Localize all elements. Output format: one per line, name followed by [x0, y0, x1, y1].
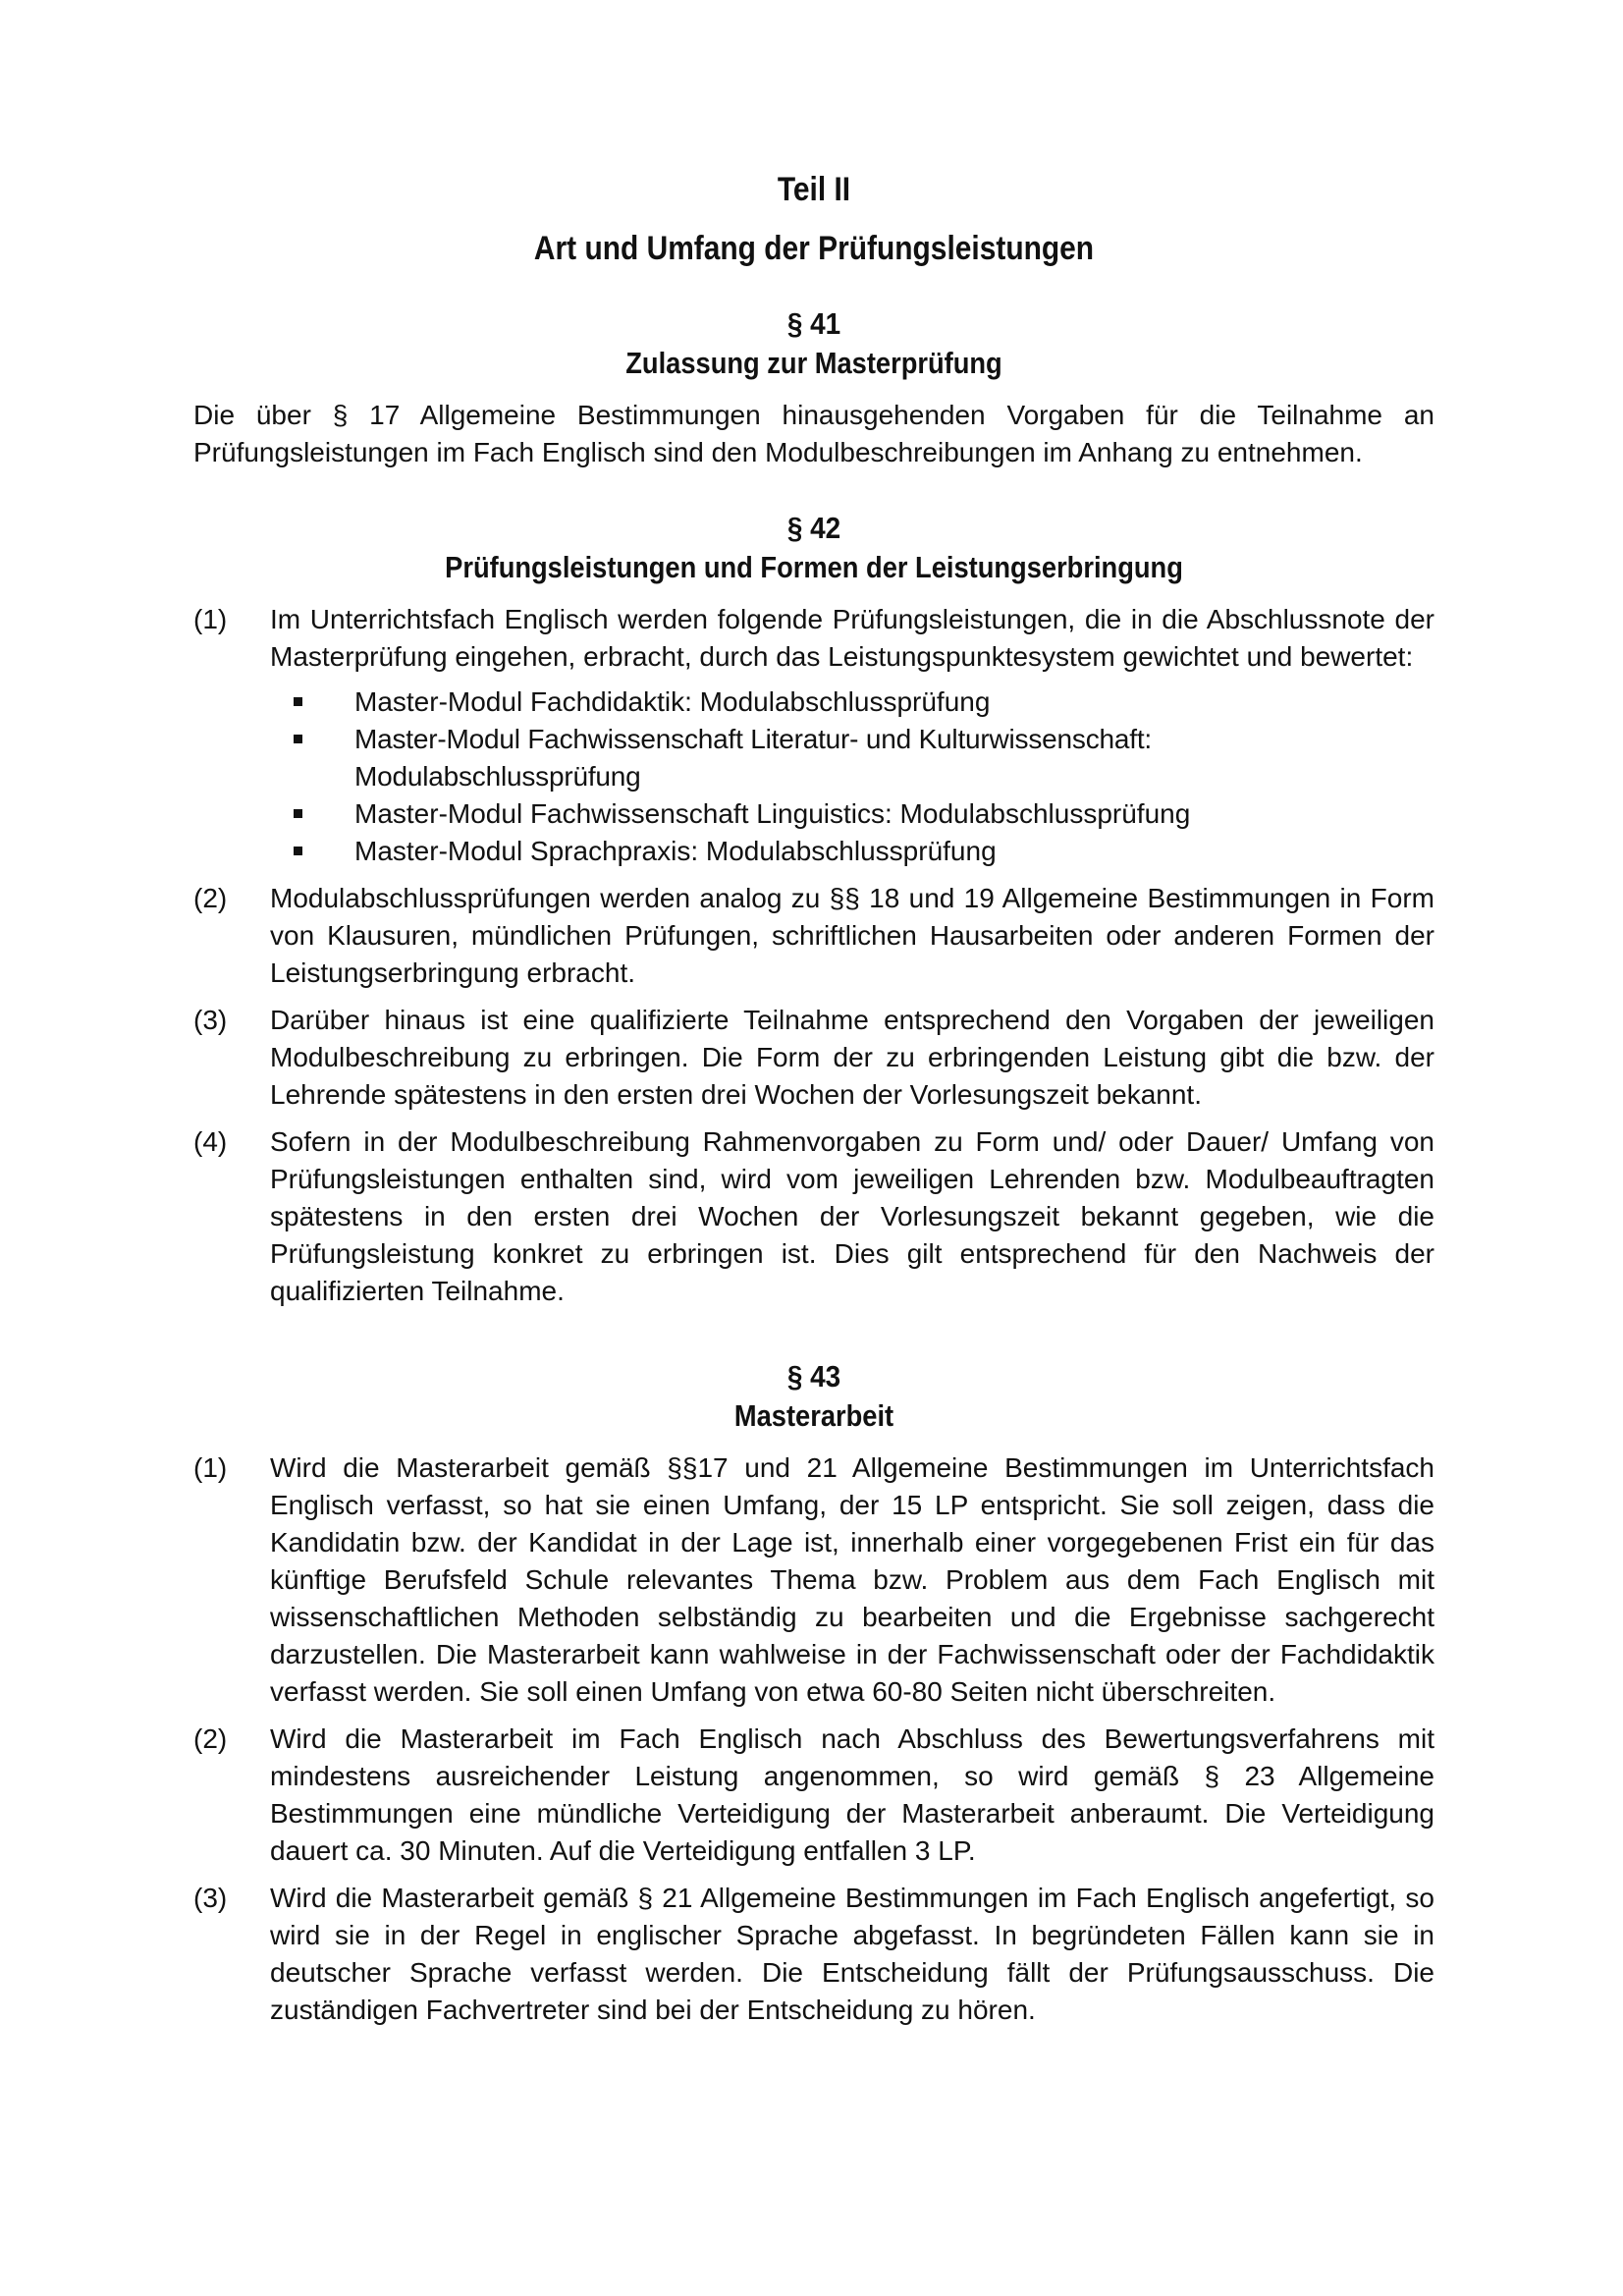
paragraph-number: (3) — [193, 1883, 228, 1913]
list-item-text: Master-Modul Fachwissenschaft Linguistics: Modulabschlussprüfung — [354, 798, 1191, 829]
paragraph-text: Wird die Masterarbeit gemäß §§17 und 21 Allgemeine Bestimmungen im Unterrichtsfach Englisch verfasst, so hat sie einen Umfang, der 15 LP entspricht. Sie soll zeigen, dass die Kandidatin bzw. der Kandidat in der Lage ist, innerhalb einer vorgegebenen Frist ein für das künftige Berufsfeld Schule relevantes Thema bzw. Problem aus dem Fach Englisch mit wissenschaftlichen Methoden selbständig zu bearbeiten und die Ergebnisse sachgerecht darzustellen. Die Masterarbeit kann wahlweise in der Fachwissenschaft oder der Fachdidaktik verfasst werden. Sie soll einen Umfang von etwa 60-80 Seiten nicht überschreiten. — [270, 1452, 1434, 1707]
list-item-text: Master-Modul Sprachpraxis: Modulabschlussprüfung — [354, 836, 997, 866]
list-item — [294, 833, 1434, 870]
paragraph — [193, 1002, 1434, 1114]
section-title: Zulassung zur Masterprüfung — [625, 346, 1002, 380]
paragraph — [193, 1880, 1434, 2029]
section-41 — [193, 304, 1434, 471]
paragraph — [193, 880, 1434, 992]
paragraph — [193, 1123, 1434, 1310]
paragraph-text: Wird die Masterarbeit im Fach Englisch nach Abschluss des Bewertungsverfahrens mit mindestens ausreichender Leistung angenommen, so wird gemäß § 23 Allgemeine Bestimmungen eine mündliche Verteidigung der Masterarbeit anberaumt. Die Verteidigung dauert ca. 30 Minuten. Auf die Verteidigung entfallen 3 LP. — [270, 1723, 1434, 1866]
paragraph-number: (4) — [193, 1126, 228, 1157]
list-item — [294, 683, 1434, 721]
paragraph — [193, 1449, 1434, 1711]
paragraph-number: (2) — [193, 883, 228, 913]
paragraph-text: Modulabschlussprüfungen werden analog zu §§ 18 und 19 Allgemeine Bestimmungen in Form von Klausuren, mündlichen Prüfungen, schriftlichen Hausarbeiten oder anderen Formen der Leistungserbringung erbracht. — [270, 883, 1434, 988]
paragraph-text: Sofern in der Modulbeschreibung Rahmenvorgaben zu Form und/ oder Dauer/ Umfang von Prüfungsleistungen enthalten sind, wird vom jeweiligen Lehrenden bzw. Modulbeauftragten spätestens in den ersten drei Wochen der Vorlesungszeit bekannt gegeben, wie die Prüfungsleistung konkret zu erbringen ist. Dies gilt entsprechend für den Nachweis der qualifizierten Teilnahme. — [270, 1126, 1434, 1306]
paragraph-number: (1) — [193, 604, 228, 634]
section-title: Prüfungsleistungen und Formen der Leistungserbringung — [445, 550, 1183, 584]
list-item-text: Master-Modul Fachwissenschaft Literatur- und Kulturwissenschaft: Modulabschlussprüfung — [354, 724, 1152, 792]
section-number: § 41 — [786, 306, 841, 341]
list-item-text: Master-Modul Fachdidaktik: Modulabschlussprüfung — [354, 686, 991, 717]
paragraph-number: (2) — [193, 1723, 228, 1754]
paragraph — [193, 1721, 1434, 1870]
bullet-square-icon — [294, 809, 302, 818]
bullet-square-icon — [294, 697, 302, 706]
list-item — [294, 721, 1434, 795]
paragraph-text: Darüber hinaus ist eine qualifizierte Teilnahme entsprechend den Vorgaben der jeweiligen Modulbeschreibung zu erbringen. Die Form der zu erbringenden Leistung gibt die bzw. der Lehrende spätestens in den ersten drei Wochen der Vorlesungszeit bekannt. — [270, 1005, 1434, 1110]
paragraph-text: Wird die Masterarbeit gemäß § 21 Allgemeine Bestimmungen im Fach Englisch angefertigt, so wird sie in der Regel in englischer Sprache abgefasst. In begründeten Fällen kann sie in deutscher Sprache verfasst werden. Die Entscheidung fällt der Prüfungsausschuss. Die zuständigen Fachvertreter sind bei der Entscheidung zu hören. — [270, 1883, 1434, 2025]
section-text: Die über § 17 Allgemeine Bestimmungen hinausgehenden Vorgaben für die Teilnahme an Prüfungsleistungen im Fach Englisch sind den Modulbeschreibungen im Anhang zu entnehmen. — [193, 400, 1434, 467]
paragraph — [193, 601, 1434, 870]
bullet-square-icon — [294, 735, 302, 743]
section-42 — [193, 509, 1434, 1310]
section-number: § 43 — [786, 1359, 841, 1394]
section-number: § 42 — [786, 511, 841, 545]
part-title: Teil II — [777, 171, 851, 208]
paragraph-text: Im Unterrichtsfach Englisch werden folgende Prüfungsleistungen, die in die Abschlussnote der Masterprüfung eingehen, erbracht, durch das Leistungspunktesystem gewichtet und bewertet: — [270, 604, 1434, 672]
section-title: Masterarbeit — [733, 1398, 894, 1433]
document-page — [193, 167, 1434, 2039]
paragraph-number: (3) — [193, 1005, 228, 1035]
list-item — [294, 795, 1434, 833]
bullet-list — [270, 683, 1434, 870]
bullet-square-icon — [294, 847, 302, 855]
paragraph-number: (1) — [193, 1452, 228, 1483]
part-subtitle: Art und Umfang der Prüfungsleistungen — [533, 230, 1095, 267]
section-43 — [193, 1357, 1434, 2029]
